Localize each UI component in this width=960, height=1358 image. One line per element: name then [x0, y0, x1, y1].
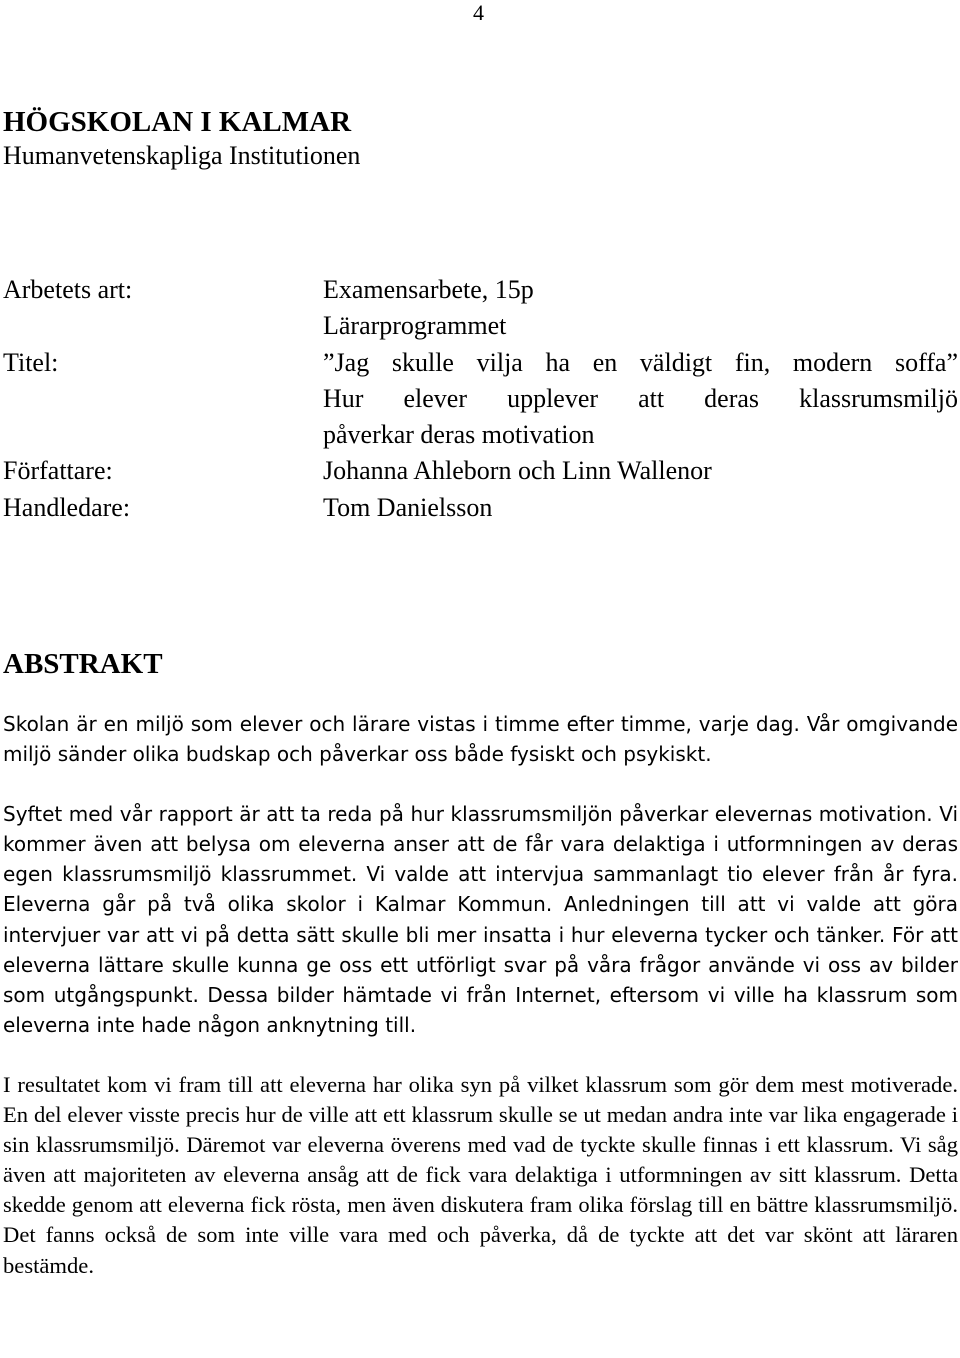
paragraph-gap	[3, 1040, 958, 1070]
meta-row-supervisor	[3, 490, 958, 526]
title-label: Titel:	[3, 347, 59, 377]
title-line-1: ”Jag skulle vilja ha en väldigt fin, modern soffa”	[323, 347, 958, 377]
paragraph-gap	[3, 769, 958, 799]
abstract-paragraph-2: Syftet med vår rapport är att ta reda på hur klassrumsmiljön påverkar elevernas motivation. Vi kommer även att belysa om eleverna anser att de får vara delaktiga i utformningen av deras egen klassrumsmiljö klassrummet. Vi valde att intervjua sammanlagt tio elever från år fyra. Eleverna går på två olika skolor i Kalmar Kommun. Anledningen till att vi valde att göra intervjuer var att vi på detta sätt skulle bli mer insatta i hur eleverna tycker och tänker. För att eleverna lättare skulle kunna ge oss ett utförligt svar på våra frågor använde vi oss av bilder som utgångspunkt. Dessa bilder hämtade vi från Internet, eftersom vi ville ha klassrum som eleverna inte hade någon anknytning till.	[3, 802, 958, 1037]
abstract-paragraph-3: I resultatet kom vi fram till att eleverna har olika syn på vilket klassrum som gör dem mest motiverade. En del elever visste precis hur de ville att ett klassrum skulle se ut medan andra inte var lika engagerade i sin klassrumsmiljö. Däremot var eleverna överens med vad de tyckte skulle finnas i ett klassrum. Vi såg även att majoriteten av eleverna ansåg att de fick vara delaktiga i utformningen av sitt klassrum. Detta skedde genom att eleverna fick rösta, men även diskutera fram olika förslag till en bättre klassrumsmiljö. Det fanns också de som inte ville vara med och påverka, då de tyckte att det var skönt att läraren bestämde.	[3, 1071, 958, 1278]
title-line-2: Hur elever upplever att deras klassrumsmiljö	[323, 383, 958, 413]
supervisor-label: Handledare:	[3, 492, 131, 522]
department-name: Humanvetenskapliga Institutionen	[3, 141, 361, 170]
institution-header	[3, 104, 360, 172]
title-value	[323, 345, 958, 454]
author-label: Författare:	[3, 456, 113, 486]
abstract-heading: ABSTRAKT	[3, 648, 163, 680]
meta-row-title	[3, 345, 958, 454]
abstract-body	[3, 709, 958, 1281]
meta-row-author	[3, 453, 958, 489]
title-line-3: påverkar deras motivation	[323, 420, 595, 450]
type-line-2: Lärarprogrammet	[323, 311, 507, 341]
type-label: Arbetets art:	[3, 275, 133, 304]
thesis-metadata	[3, 272, 958, 526]
type-line-1: Examensarbete, 15p	[323, 275, 534, 304]
meta-row-type	[3, 272, 958, 345]
institution-name: HÖGSKOLAN I KALMAR	[3, 106, 352, 138]
page-number: 4	[473, 0, 484, 25]
type-value	[323, 272, 958, 345]
supervisor-value: Tom Danielsson	[323, 492, 493, 522]
author-value: Johanna Ahleborn och Linn Wallenor	[323, 456, 712, 486]
abstract-paragraph-1: Skolan är en miljö som elever och lärare vistas i timme efter timme, varje dag. Vår omgivande miljö sänder olika budskap och påverkar oss både fysiskt och psykiskt.	[3, 712, 958, 767]
